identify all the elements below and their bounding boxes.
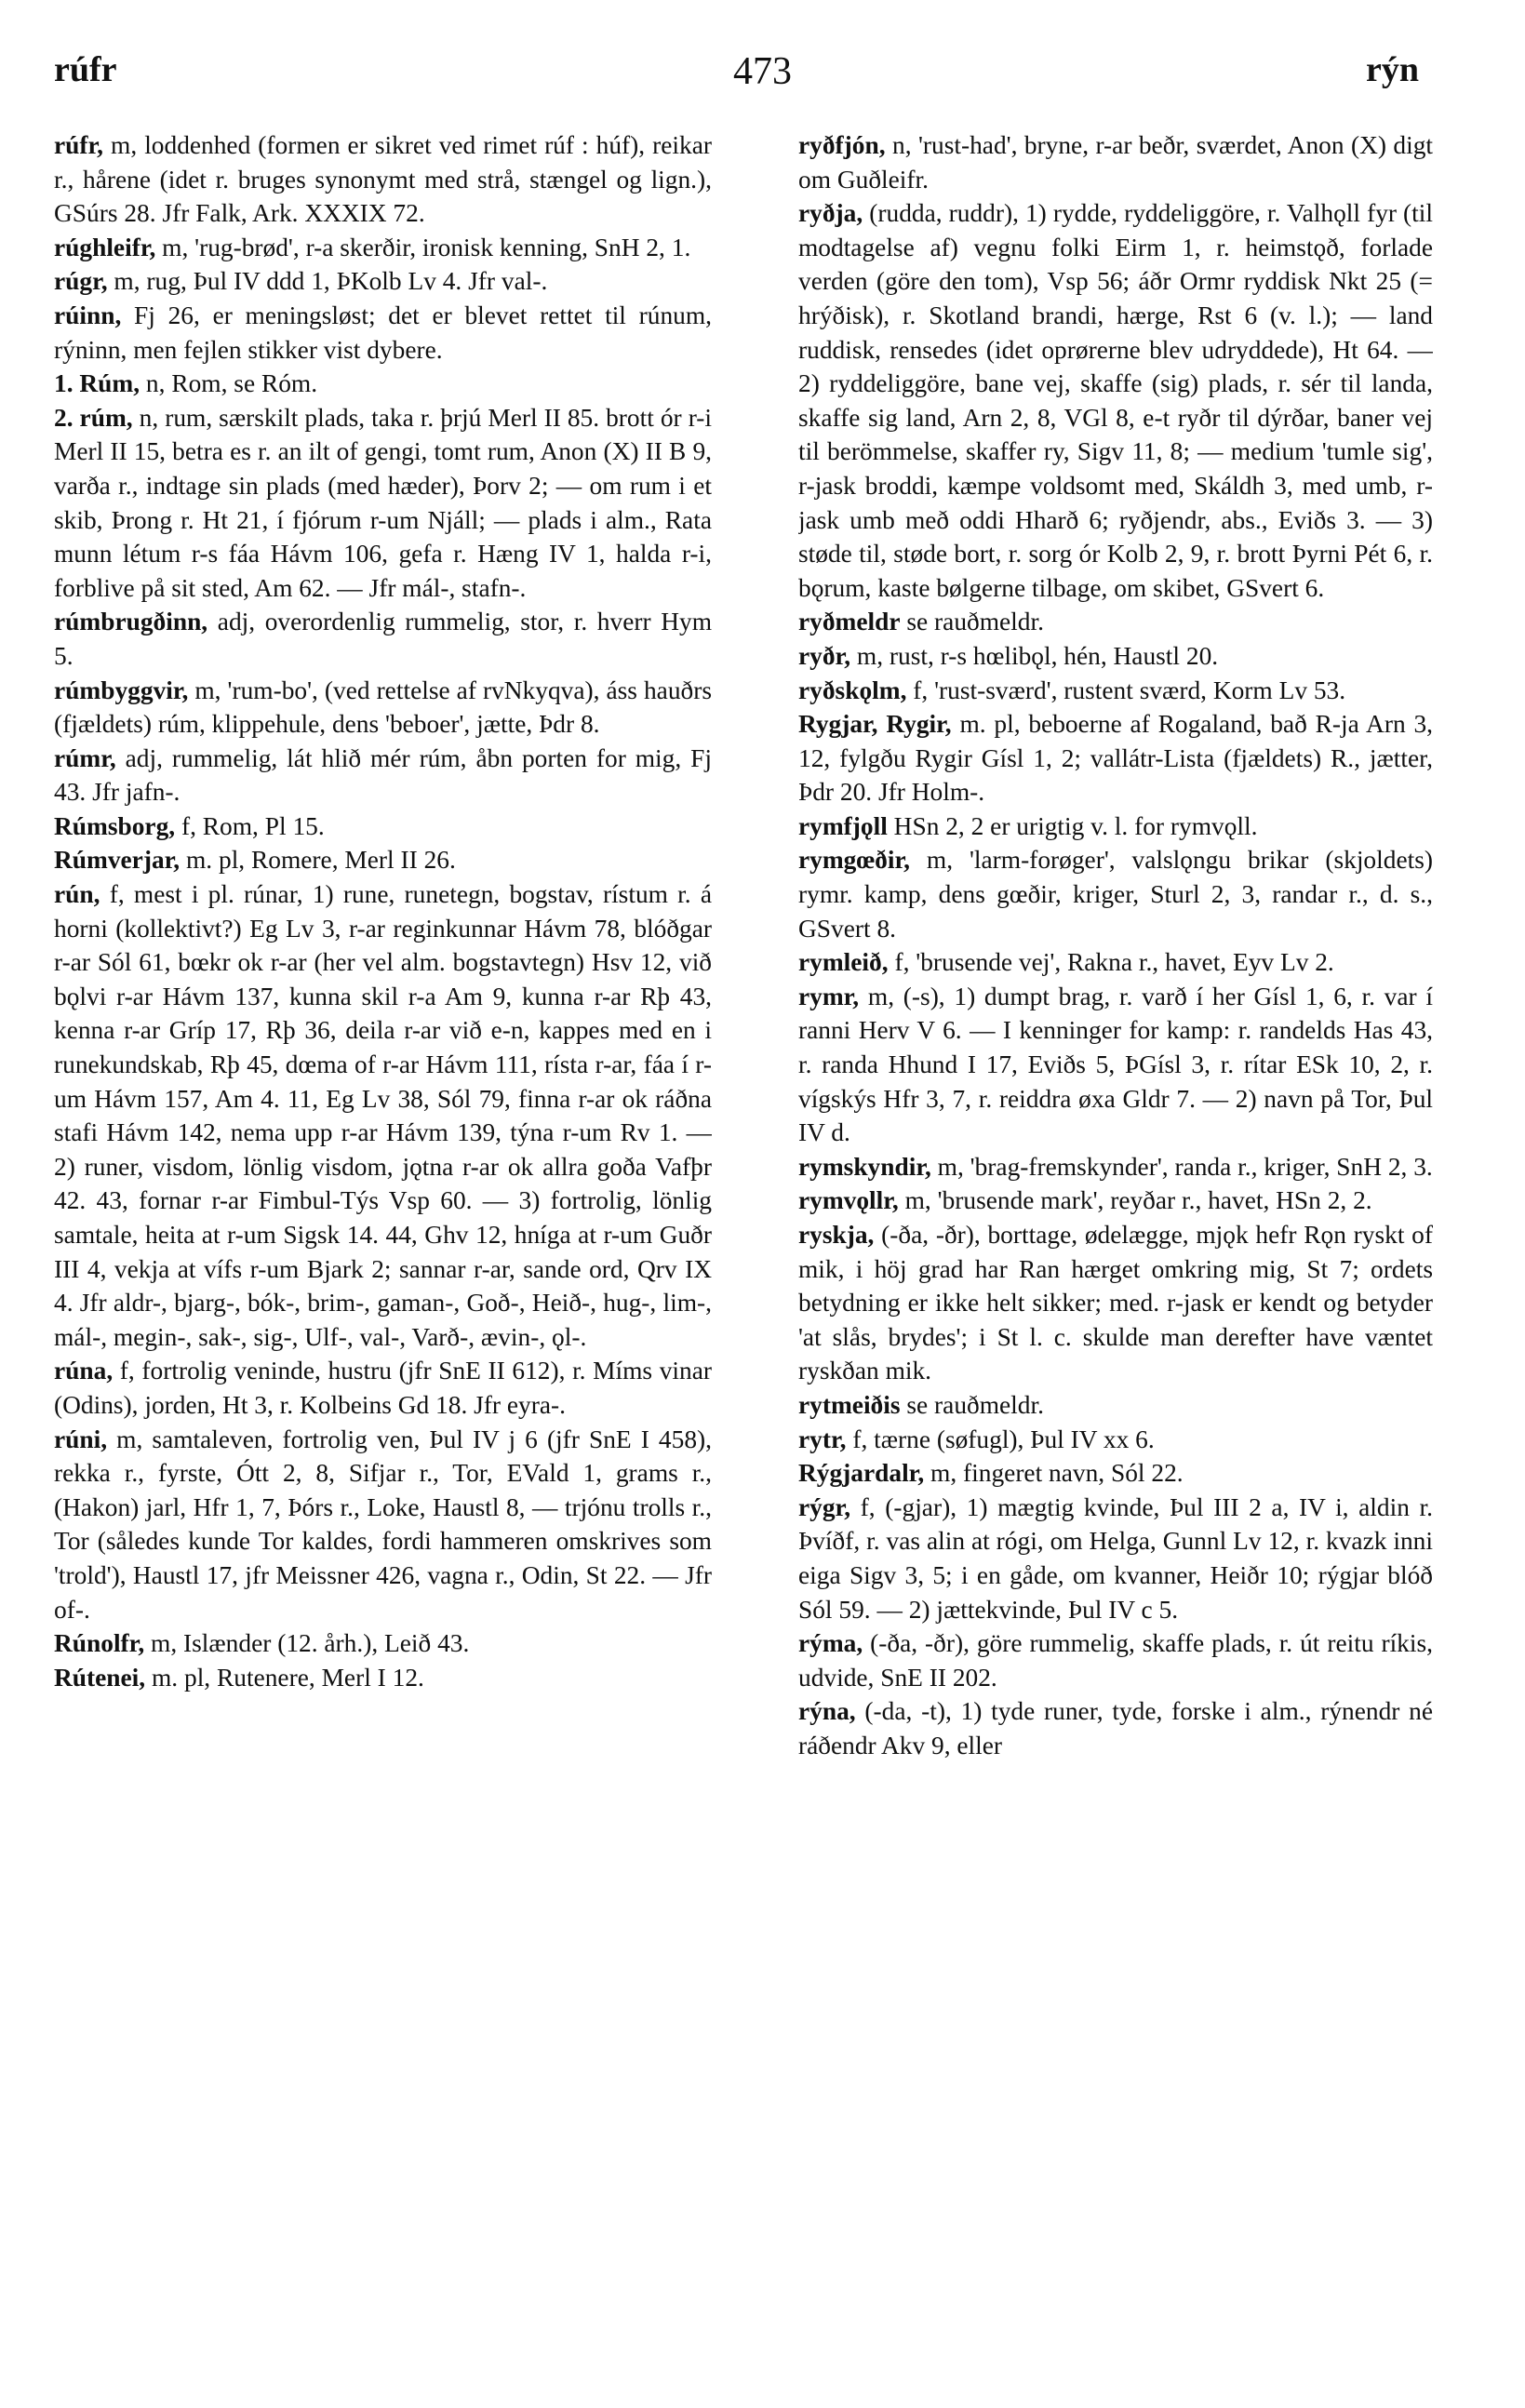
entry-headword: Rúmsborg, [54, 811, 176, 840]
entry-headword: Rúmverjar, [54, 846, 181, 875]
entry-definition: f, mest i pl. rúnar, 1) rune, runetegn, bogstav, rístum r. á horni (kollektivt?) Eg Lv 3, r-ar reginkunnar Hávm 78, blóðgar r-ar Sól 61, bœkr ok r-ar (her vel alm. bogstavtegn) Hsv 12, við bǫlvi r-ar Hávm 137, kunna skil r-a Am 9, kunna r-ar Rþ 43, kenna r-ar Gríp 17, Rþ 36, deila r-ar við e-n, kappes med en i runekundskab, Rþ 45, dœma of r-ar Hávm 111, rísta r-ar, fáa í r-um Hávm 157, Am 4. 11, Eg Lv 38, Sól 79, finna r-ar ok ráðna stafi Hávm 142, nema upp r-ar Hávm 139, týna r-um Rv 1. — 2) runer, visdom, lönlig visdom, jǫtna r-ar ok allra goða Vafþr 42. 43, fornar r-ar Fimbul-Týs Vsp 60. — 3) fortrolig, lönlig samtale, heita at r-um Sigsk 14. 44, Ghv 12, hníga at r-um Guðr III 4, vekja at vífs r-um Bjark 2; sannar r-ar, sande ord, Qrv IX 4. Jfr aldr-, bjarg-, bók-, brim-, gaman-, Goð-, Heið-, hug-, lim-, mál-, megin-, sak-, sig-, Ulf-, val-, Varð-, ævin-, ǫl-. [54, 880, 712, 1351]
entry-definition: m. pl, Rutenere, Merl I 12. [145, 1663, 424, 1692]
entry-headword: 2. rúm, [54, 403, 133, 432]
entry-definition: Fj 26, er meningsløst; det er blevet rettet til rúnum, rýninn, men fejlen stikker vist dybere. [54, 301, 712, 364]
entry-definition: m, rust, r-s hœlibǫl, hén, Haustl 20. [850, 641, 1219, 670]
entry-headword: ryðfjón, [798, 131, 886, 159]
dictionary-entry [798, 1184, 1433, 1218]
dictionary-entry [798, 1694, 1433, 1762]
dictionary-entry [54, 128, 712, 231]
dictionary-entry [54, 367, 712, 401]
dictionary-entry [54, 809, 712, 844]
entry-definition: m, 'brusende mark', reyðar r., havet, HSn 2, 2. [898, 1186, 1372, 1215]
entry-definition: f, (-gjar), 1) mægtig kvinde, Þul III 2 a, IV i, aldin r. Þvíðf, r. vas alin at rógi, om Helga, Gunnl Lv 12, r. kvazk inni eiga Sigv 3, 5; i en gåde, om kvanner, Heiðr 10; rýgjar blóð Sól 59. — 2) jættekvinde, Þul IV c 5. [798, 1492, 1433, 1624]
entry-definition: HSn 2, 2 er urigtig v. l. for rymvǫll. [887, 811, 1258, 840]
entry-headword: Rýgjardalr, [798, 1459, 925, 1488]
entry-headword: rúfr, [54, 131, 104, 159]
entry-headword: rúmbrugðinn, [54, 608, 208, 636]
entry-headword: rúgr, [54, 267, 108, 296]
dictionary-entry [798, 707, 1433, 809]
entry-headword: rúinn, [54, 301, 122, 329]
dictionary-entry [798, 1456, 1433, 1491]
entry-definition: m, fingeret navn, Sól 22. [924, 1459, 1184, 1488]
entry-definition: f, 'brusende vej', Rakna r., havet, Eyv Lv 2. [888, 948, 1334, 977]
entry-definition: f, tærne (søfugl), Þul IV xx 6. [846, 1425, 1155, 1453]
entry-definition: n, 'rust-had', bryne, r-ar beðr, sværdet, Anon (X) digt om Guðleifr. [798, 131, 1433, 194]
entry-definition: n, rum, særskilt plads, taka r. þrjú Merl II 85. brott ór r-i Merl II 15, betra es r. an ilt of gengi, tomt rum, Anon (X) II B 9, varða r., indtage sin plads (med hæder), Þorv 2; — om rum i et skib, Þrong r. Ht 21, í fjórum r-um Njáll; — plads i alm., Rata munn létum r-s fáa Hávm 106, gefa r. Hæng IV 1, halda r-i, forblive på sit sted, Am 62. — Jfr mál-, stafn-. [54, 403, 712, 602]
entry-definition: m, loddenhed (formen er sikret ved rimet rúf : húf), reikar r., hårene (idet r. bruges synonymt med strå, stængel og lign.), GSúrs 28. Jfr Falk, Ark. XXXIX 72. [54, 131, 712, 228]
entry-headword: rymleið, [798, 948, 889, 977]
entry-definition: m, Islænder (12. årh.), Leið 43. [144, 1629, 470, 1658]
entry-headword: Rygjar, Rygir, [798, 710, 952, 739]
entry-headword: rúmbyggvir, [54, 676, 189, 704]
entry-headword: ryskja, [798, 1221, 875, 1249]
dictionary-entry [54, 674, 712, 742]
dictionary-entry [798, 1388, 1433, 1423]
entry-headword: Rúnolfr, [54, 1629, 145, 1658]
dictionary-entry [54, 742, 712, 809]
header-right-word: rýn [1366, 50, 1419, 89]
dictionary-entry [54, 1354, 712, 1422]
entry-definition: m, rug, Þul IV ddd 1, ÞKolb Lv 4. Jfr val-. [107, 267, 548, 296]
entry-headword: rún, [54, 880, 100, 909]
header-left-word: rúfr [54, 50, 117, 89]
entry-definition: (rudda, ruddr), 1) rydde, ryddeliggöre, r. Valhǫll fyr (til modtagelse af) vegnu folki Eirm 1, r. heimstǫð, forlade verden (göre den tom), Vsp 56; áðr Ormr ryddisk Nkt 25 (= hrýðisk), r. Skotland brandi, hærge, Rst 6 (v. l.); — land ruddisk, rensedes (idet oprørerne blev udryddede), Ht 64. — 2) ryddeliggöre, bane vej, skaffe (sig) plads, r. sér til landa, skaffe sig land, Arn 2, 8, VGl 8, e-t ryðr til dýrðar, baner vej til berömmelse, skaffer ry, Sigv 11, 8; — medium 'tumle sig', r-jask broddi, kæmpe voldsomt med, Skáldh 3, med umb, r-jask umb með oddi Hharð 6; ryðjendr, abs., Eviðs 3. — 3) støde til, støde bort, r. sorg ór Kolb 2, 9, r. brott Þyrni Pét 6, r. bǫrum, kaste bølgerne tilbage, om skibet, GSvert 6. [798, 199, 1433, 602]
dictionary-entry [54, 1423, 712, 1627]
entry-definition: (-da, -t), 1) tyde runer, tyde, forske i alm., rýnendr né ráðendr Akv 9, eller [798, 1697, 1433, 1759]
dictionary-entry [54, 877, 712, 1354]
entry-headword: rymskyndir, [798, 1152, 931, 1181]
entry-headword: rýma, [798, 1629, 863, 1658]
entry-definition: adj, overordenlig rummelig, stor, r. hverr Hym 5. [54, 608, 712, 670]
entry-definition: m. pl, beboerne af Rogaland, bað R-ja Arn 3, 12, fylgðu Rygir Gísl 1, 2; vallátr-Lista (fjældets) R., jætter, Þdr 20. Jfr Holm-. [798, 710, 1433, 807]
entry-definition: se rauðmeldr. [900, 1390, 1044, 1419]
dictionary-entry [798, 674, 1433, 708]
dictionary-entry [54, 299, 712, 367]
entry-headword: 1. Rúm, [54, 369, 140, 398]
entry-definition: m, (-s), 1) dumpt brag, r. varð í her Gísl 1, 6, r. var í ranni Herv V 6. — I kenninger for kamp: r. randelds Has 43, r. randa Hhund I 17, Eviðs 5, ÞGísl 3, r. rítar ESk 10, 2, r. vígskýs Hfr 3, 7, r. reiddra øxa Gldr 7. — 2) navn på Tor, Þul IV d. [798, 982, 1433, 1147]
entry-headword: ryðr, [798, 641, 851, 670]
entry-headword: rymfjǫll [798, 811, 888, 840]
entry-headword: rýna, [798, 1697, 856, 1726]
dictionary-entry [798, 639, 1433, 674]
entry-headword: rymgœðir, [798, 846, 910, 875]
page-number: 473 [733, 50, 792, 93]
entry-definition: adj, rummelig, lát hlið mér rúm, åbn porten for mig, Fj 43. Jfr jafn-. [54, 743, 712, 807]
entry-definition: m, 'larm-forøger', valslǫngu brikar (skjoldets) rymr. kamp, dens gœðir, kriger, Sturl 2, 3, randar r., d. s., GSvert 8. [798, 846, 1433, 943]
dictionary-entry [798, 1150, 1433, 1184]
entry-definition: se rauðmeldr. [900, 608, 1044, 636]
dictionary-entry [798, 980, 1433, 1150]
entry-definition: m, samtaleven, fortrolig ven, Þul IV j 6 (jfr SnE I 458), rekka r., fyrste, Ótt 2, 8, Sifjar r., Tor, EVald 1, grams r., (Hakon) jarl, Hfr 1, 7, Þórs r., Loke, Haustl 8, — trjónu trolls r., Tor (således kunde Tor kaldes, fordi hammeren omskrives som 'trold'), Haustl 17, jfr Meissner 426, vagna r., Odin, St 22. — Jfr of-. [54, 1425, 712, 1624]
dictionary-entry [54, 1661, 712, 1695]
entry-headword: ryðja, [798, 199, 863, 228]
dictionary-entry [798, 1423, 1433, 1457]
entry-headword: Rútenei, [54, 1663, 146, 1692]
entry-definition: m, 'rug-brød', r-a skerðir, ironisk kenning, SnH 2, 1. [155, 233, 691, 261]
dictionary-entry [798, 128, 1433, 196]
entry-headword: rúmr, [54, 743, 116, 772]
entry-definition: (-ða, -ðr), göre rummelig, skaffe plads, r. út reitu ríkis, udvide, SnE II 202. [798, 1629, 1433, 1692]
entry-definition: m, 'brag-fremskynder', randa r., kriger, SnH 2, 3. [930, 1152, 1433, 1181]
entry-definition: f, 'rust-sværd', rustent sværd, Korm Lv 53. [906, 676, 1346, 704]
entry-definition: m. pl, Romere, Merl II 26. [180, 846, 456, 875]
entry-headword: rúna, [54, 1357, 114, 1385]
dictionary-entry [798, 1218, 1433, 1388]
dictionary-entry [798, 843, 1433, 945]
right-column [798, 128, 1433, 2380]
entry-headword: rýgr, [798, 1492, 851, 1521]
dictionary-entry [54, 1626, 712, 1661]
entry-headword: ryðmeldr [798, 608, 901, 636]
entry-definition: (-ða, -ðr), borttage, ødelægge, mjǫk hefr Rǫn ryskt of mik, i höj grad har Ran hærget omkring mig, St 7; ordets betydning er ikke helt sikker; med. r-jask er kendt og betyder 'at slås, brydes'; i St l. c. skulde man derefter have væntet ryskðan mik. [798, 1221, 1433, 1385]
entry-headword: ryðskǫlm, [798, 676, 907, 704]
entry-headword: rytmeiðis [798, 1390, 901, 1419]
dictionary-entry [54, 264, 712, 299]
dictionary-entry [798, 196, 1433, 605]
entry-definition: f, Rom, Pl 15. [175, 811, 325, 840]
entry-definition: m, 'rum-bo', (ved rettelse af rvNkyqva), áss hauðrs (fjældets) rúm, klippehule, dens 'beboer', jætte, Þdr 8. [54, 676, 712, 739]
dictionary-entry [798, 1491, 1433, 1626]
entry-headword: rymr, [798, 982, 860, 1010]
dictionary-entry [798, 1626, 1433, 1694]
dictionary-entry [798, 945, 1433, 980]
entry-definition: f, fortrolig veninde, hustru (jfr SnE II 612), r. Míms vinar (Odins), jorden, Ht 3, r. Kolbeins Gd 18. Jfr eyra-. [54, 1357, 712, 1419]
entry-definition: n, Rom, se Róm. [140, 369, 318, 398]
dictionary-entry [54, 605, 712, 673]
entry-headword: rúni, [54, 1425, 108, 1453]
dictionary-entry [798, 605, 1433, 639]
dictionary-entry [54, 843, 712, 877]
entry-headword: rúghleifr, [54, 233, 156, 261]
dictionary-entry [54, 231, 712, 265]
entry-headword: rytr, [798, 1425, 847, 1453]
dictionary-entry [798, 809, 1433, 844]
entry-headword: rymvǫllr, [798, 1186, 899, 1215]
left-column [54, 128, 712, 2380]
dictionary-entry [54, 401, 712, 606]
